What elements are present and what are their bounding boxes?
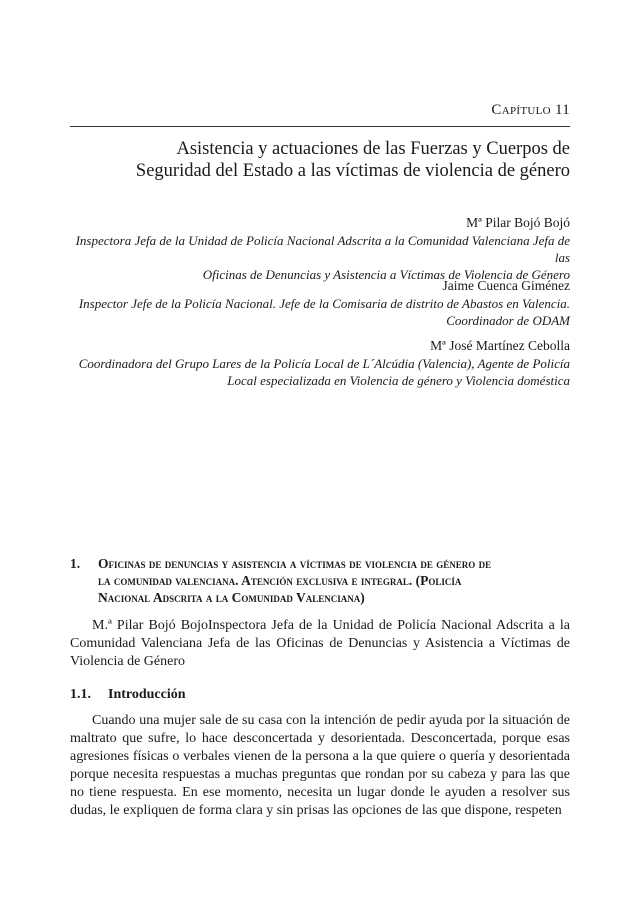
- author-affiliation-line-2: Local especializada en Violencia de género y Violencia doméstica: [227, 373, 570, 388]
- section-heading-line-3: Nacional Adscrita a la Comunidad Valenciana): [98, 590, 365, 605]
- author-block-1: [70, 214, 570, 283]
- section-heading-line-2: la comunidad valenciana. Atención exclusiva e integral. (Policía: [98, 573, 462, 588]
- author-name: Jaime Cuenca Giménez: [442, 278, 570, 293]
- chapter-header: [491, 102, 570, 119]
- chapter-title-line-2: Seguridad del Estado a las víctimas de violencia de género: [135, 161, 570, 181]
- author-block-2: [70, 277, 570, 329]
- subsection-number: 1.1.: [70, 687, 91, 702]
- author-affiliation-line-2: Oficinas de Denuncias y Asistencia a Víctimas de Violencia de Género: [202, 267, 570, 282]
- author-name: Mª Pilar Bojó Bojó: [466, 215, 570, 230]
- author-affiliation-line-2: Coordinador de ODAM: [446, 313, 570, 328]
- author-affiliation-line-1: Coordinadora del Grupo Lares de la Policía Local de L´Alcúdia (Valencia), Agente de Policía: [78, 356, 570, 371]
- chapter-title: [70, 138, 570, 182]
- chapter-title-line-1: Asistencia y actuaciones de las Fuerzas y Cuerpos de: [176, 139, 570, 159]
- section-heading-line-1: Oficinas de denuncias y asistencia a víctimas de violencia de género de: [98, 556, 492, 571]
- body-paragraph: Cuando una mujer sale de su casa con la intención de pedir ayuda por la situación de maltrato que sufre, lo hace desconcertada y desorientada. Desconcertada, porque esas agresiones físicas o verbales vienen de la persona a la que quiere o quería y desorientada porque necesita respuestas a muchas preguntas que rondan por su cabeza y para las que no tiene respuesta. En ese momento, necesita un lugar donde le ayuden a resolver sus dudas, le expliquen de forma clara y sin prisas las opciones de las que dispone, respeten: [70, 713, 570, 818]
- chapter-number: 11: [554, 102, 570, 118]
- subsection-title: Introducción: [108, 687, 186, 702]
- chapter-label: Capítulo: [491, 102, 551, 118]
- section-number: 1.: [70, 556, 81, 571]
- author-affiliation-line-1: Inspectora Jefa de la Unidad de Policía Nacional Adscrita a la Comunidad Valenciana Jefa de las: [75, 233, 570, 265]
- subsection-heading: [70, 687, 186, 703]
- author-name: Mª José Martínez Cebolla: [430, 338, 570, 353]
- section-heading: [70, 555, 570, 606]
- author-affiliation-line-1: Inspector Jefe de la Policía Nacional. Jefe de la Comisaria de distrito de Abastos en Valencia.: [78, 296, 570, 311]
- author-block-3: [70, 337, 570, 389]
- section-author-note: M.ª Pilar Bojó BojoInspectora Jefa de la Unidad de Policía Nacional Adscrita a la Comunidad Valenciana Jefa de las Oficinas de Denuncias y Asistencia a Víctimas de Violencia de Género: [70, 618, 570, 669]
- document-page: [70, 0, 570, 906]
- chapter-rule: [70, 126, 570, 127]
